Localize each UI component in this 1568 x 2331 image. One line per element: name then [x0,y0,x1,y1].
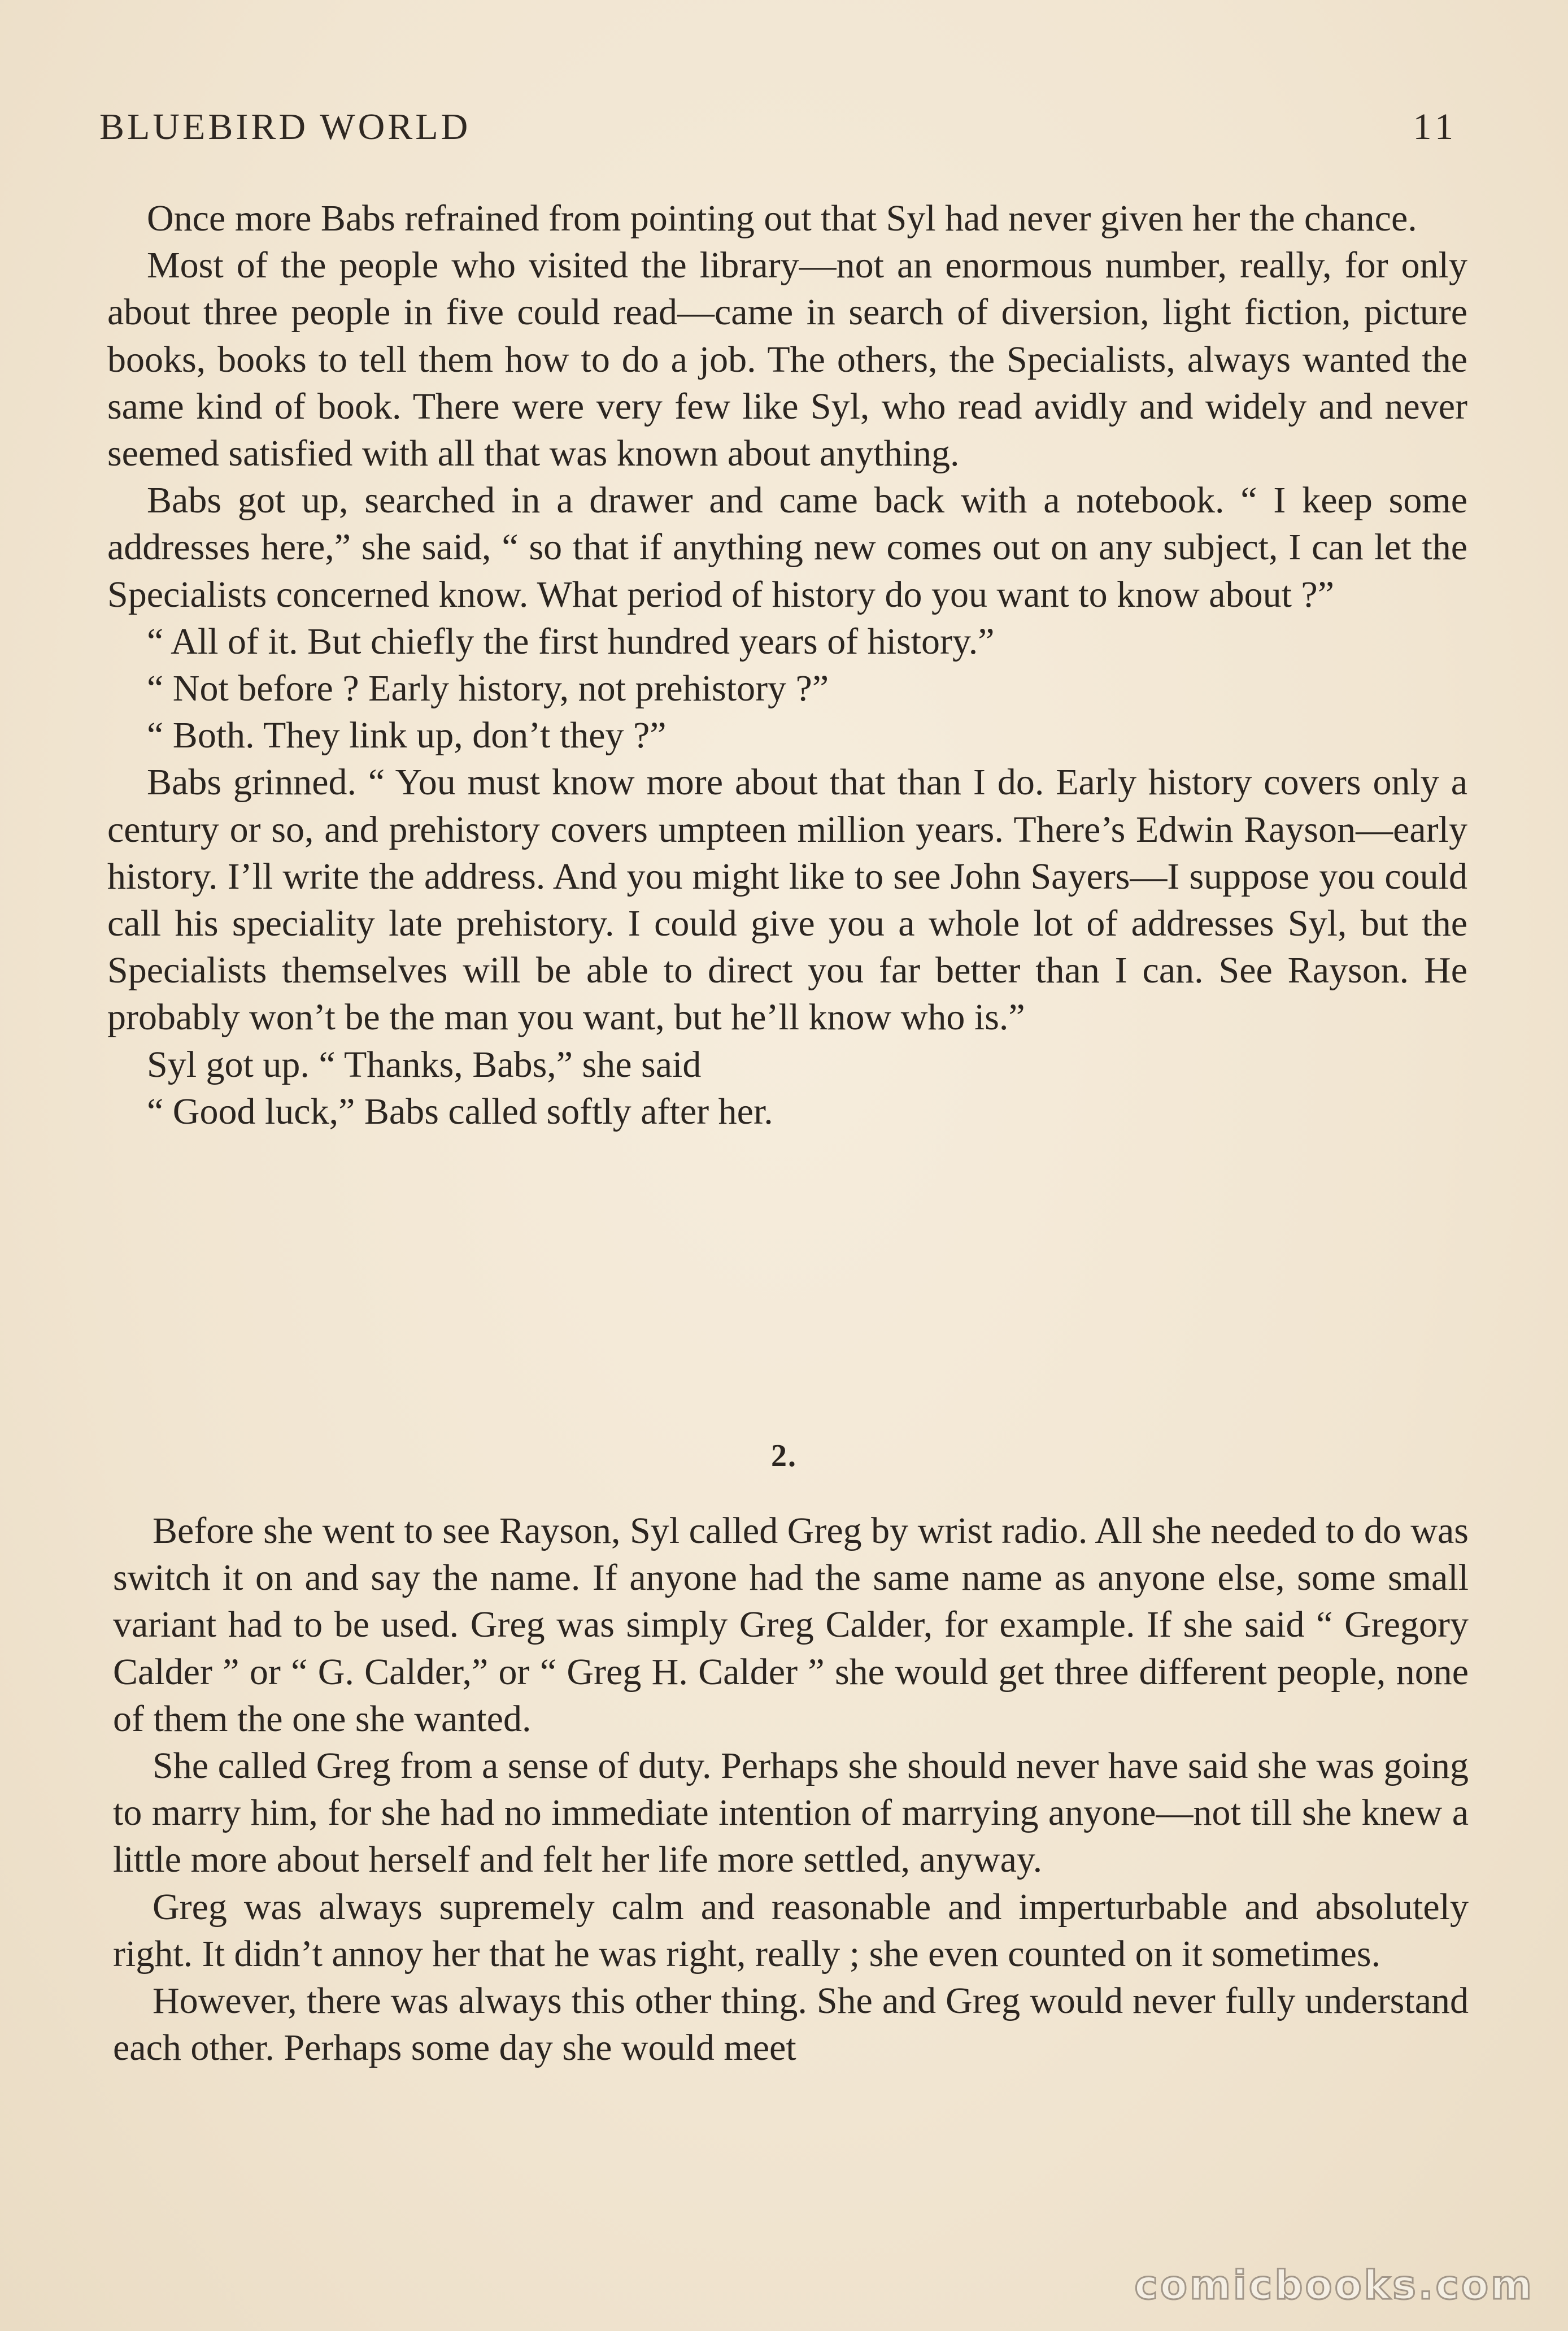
paragraph: Most of the people who visited the library—not an enormous number, really, for only about three people in five could read—came in search of diversion, light fiction, picture books, books to tell them how to do a job. The others, the Specialists, always wanted the same kind of book. There were very few like Syl, who read avidly and widely and never seemed satisfied with all that was known about anything. [107,245,1467,475]
watermark: comicbooks.com [1134,2262,1534,2308]
section-number: 2. [771,1438,797,1473]
paragraph: “ Both. They link up, don’t they ?” [147,715,667,756]
text-section-2 [113,1507,1469,2071]
paragraph: “ Not before ? Early history, not prehistory ?” [147,668,829,710]
paragraph: Syl got up. “ Thanks, Babs,” she said [147,1043,702,1085]
paragraph: “ All of it. But chiefly the first hundred years of history.” [147,620,995,662]
running-title: BLUEBIRD WORLD [99,106,471,147]
page-header [99,102,1458,153]
paragraph: Before she went to see Rayson, Syl called Greg by wrist radio. All she needed to do was switch it on and say the name. If anyone had the same name as anyone else, some small variant had to be used. Greg was simply Greg Calder, for example. If she said “ Gregory Calder ” or “ G. Calder,” or “ Greg H. Calder ” she would get three different people, none of them the one she wanted. [113,1510,1469,1739]
paragraph: However, there was always this other thing. She and Greg would never fully understand each other. Perhaps some day she would meet [113,1980,1469,2069]
text-section-1 [107,195,1467,1135]
paragraph: Once more Babs refrained from pointing out that Syl had never given her the chance. [147,198,1417,239]
paragraph: Greg was always supremely calm and reasonable and imperturbable and absolutely right. It didn’t annoy her that he was right, really ; she even counted on it sometimes. [113,1886,1469,1975]
page-number: 11 [1413,106,1458,147]
paragraph: Babs got up, searched in a drawer and came back with a notebook. “ I keep some addresses here,” she said, “ so that if anything new comes out on any subject, I can let the Specialists concerned know. What period of history do you want to know about ?” [107,480,1467,615]
paragraph: She called Greg from a sense of duty. Perhaps she should never have said she was going to marry him, for she had no immediate intention of marrying anyone—not till she knew a little more about herself and felt her life more settled, anyway. [113,1745,1469,1881]
paragraph: Babs grinned. “ You must know more about that than I do. Early history covers only a century or so, and prehistory covers umpteen million years. There’s Edwin Rayson—early history. I’ll write the address. And you might like to see John Sayers—I suppose you could call his speciality late prehistory. I could give you a whole lot of addresses Syl, but the Specialists themselves will be able to direct you far better than I can. See Rayson. He probably won’t be the man you want, but he’ll know who is.” [107,762,1467,1038]
paragraph: “ Good luck,” Babs called softly after her. [147,1090,773,1132]
